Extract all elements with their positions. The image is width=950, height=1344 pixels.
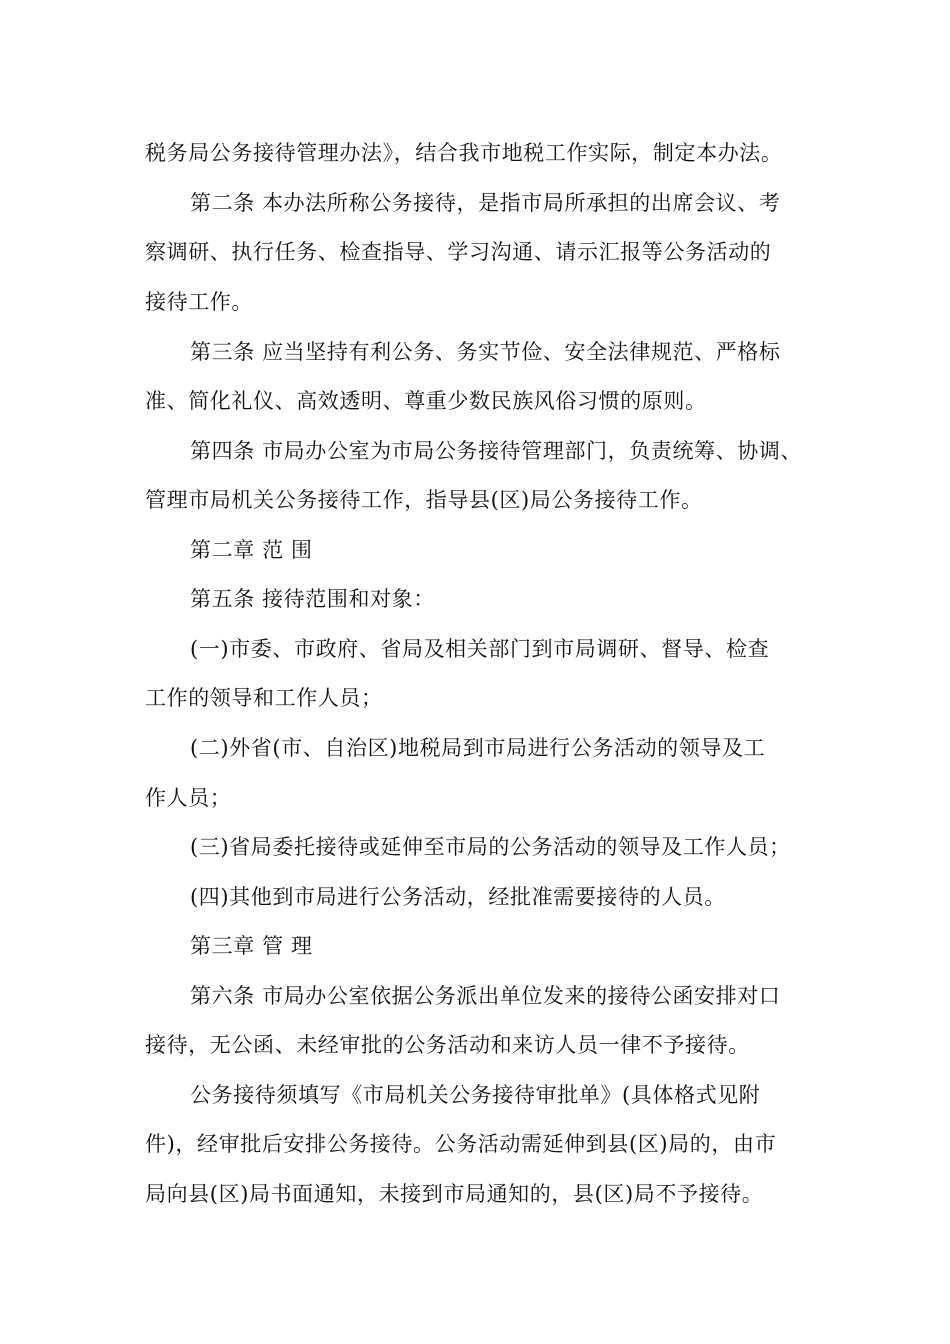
article-2-line-1: 第二条 本办法所称公务接待，是指市局所承担的出席会议、考 (190, 191, 781, 215)
item-3-line-1: (三)省局委托接待或延伸至市局的公务活动的领导及工作人员； (190, 835, 791, 859)
item-1-line-1: (一)市委、市政府、省局及相关部门到市局调研、督导、检查 (190, 637, 770, 661)
paragraph-approval-line-2: 件)，经审批后安排公务接待。公务活动需延伸到县(区)局的，由市 (145, 1132, 777, 1156)
paragraph-approval-line-1: 公务接待须填写《市局机关公务接待审批单》(具体格式见附 (190, 1083, 761, 1107)
article-6-line-1: 第六条 市局办公室依据公务派出单位发来的接待公函安排对口 (190, 984, 781, 1008)
item-1-line-2: 工作的领导和工作人员； (145, 686, 383, 710)
article-6-line-2: 接待，无公函、未经审批的公务活动和来访人员一律不予接待。 (145, 1033, 750, 1057)
paragraph-approval-line-3: 局向县(区)局书面通知，未接到市局通知的，县(区)局不予接待。 (145, 1182, 764, 1206)
item-2-line-2: 作人员； (145, 786, 232, 810)
article-3-line-1: 第三条 应当坚持有利公务、务实节俭、安全法律规范、严格标 (190, 340, 781, 364)
chapter-3-heading: 第三章 管 理 (190, 934, 313, 958)
article-3-line-2: 准、简化礼仪、高效透明、尊重少数民族风俗习惯的原则。 (145, 389, 707, 413)
item-2-line-1: (二)外省(市、自治区)地税局到市局进行公务活动的领导及工 (190, 736, 766, 760)
text-line-1: 税务局公务接待管理办法》，结合我市地税工作实际，制定本办法。 (145, 141, 783, 165)
article-4-line-1: 第四条 市局办公室为市局公务接待管理部门，负责统筹、协调、 (190, 439, 803, 463)
chapter-2-heading: 第二章 范 围 (190, 538, 313, 562)
article-2-line-2: 察调研、执行任务、检查指导、学习沟通、请示汇报等公务活动的 (145, 240, 772, 264)
item-4-line-1: (四)其他到市局进行公务活动，经批准需要接待的人员。 (190, 885, 726, 909)
article-2-line-3: 接待工作。 (145, 290, 253, 314)
article-4-line-2: 管理市局机关公务接待工作，指导县(区)局公务接待工作。 (145, 488, 703, 512)
article-5-line-1: 第五条 接待范围和对象： (190, 587, 435, 611)
